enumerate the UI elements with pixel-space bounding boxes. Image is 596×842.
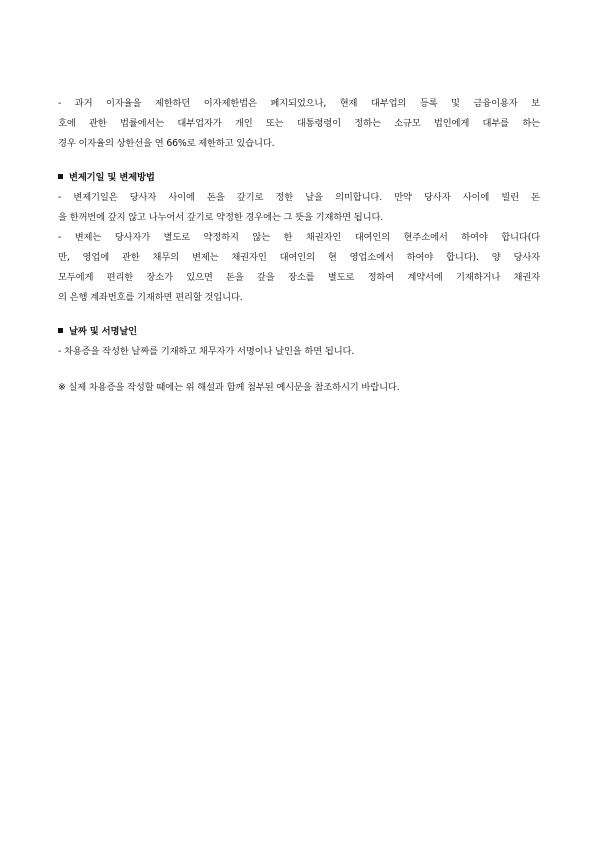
square-bullet-icon [58,328,63,333]
spacer [58,308,540,322]
date-signature-section [58,322,540,362]
paragraph-line: 만, 영업에 관한 채무의 변제는 채권자인 대여인의 현 영업소에서 하여야 합니다). 양 당사자 [58,252,540,263]
paragraph-line: 의 은행 계좌번호를 기재하면 편리할 것입니다. [58,292,243,303]
paragraph-line: - 변제는 당사자가 별도로 약정하지 않는 한 채권자인 대여인의 현주소에서 하여야 합니다(다 [58,232,540,243]
paragraph-line: 을 한꺼번에 갚지 않고 나누어서 갚기로 약정한 경우에는 그 뜻을 기재하면 됩니다. [58,212,384,223]
interest-rate-section [58,94,540,154]
square-bullet-icon [58,174,63,179]
spacer [58,362,540,378]
paragraph-line: 모두에게 편리한 장소가 있으면 돈을 갚을 장소를 별도로 정하여 계약서에 기재하거나 채권자 [58,272,540,283]
paragraph-line: 경우 이자율의 상한선을 연 66%로 제한하고 있습니다. [58,138,275,149]
note-line: ※ 실제 차용증을 작성할 때에는 위 해설과 함께 첨부된 예시문을 참조하시기 바랍니다. [58,382,400,393]
paragraph-line: - 과거 이자율을 제한하던 이자제한법은 폐지되었으나, 현재 대부업의 등록 및 금융이용자 보 [58,98,540,109]
paragraph-line: - 변제기일은 당사자 사이에 돈을 갚기로 정한 날을 의미합니다. 만약 당사자 사이에 빌린 돈 [58,192,540,203]
repayment-section [58,168,540,308]
section-heading [58,168,540,188]
section-heading-text: 날짜 및 서명날인 [69,326,137,337]
paragraph-line: - 차용증을 작성한 날짜를 기재하고 채무자가 서명이나 날인을 하면 됩니다. [58,346,355,357]
spacer [58,154,540,168]
section-heading [58,322,540,342]
document-body [58,94,540,398]
section-heading-text: 변제기일 및 변제방법 [69,172,155,183]
reference-note [58,378,540,398]
paragraph-line: 호에 관한 법률에서는 대부업자가 개인 또는 대통령령이 정하는 소규모 법인에게 대부를 하는 [58,118,540,129]
